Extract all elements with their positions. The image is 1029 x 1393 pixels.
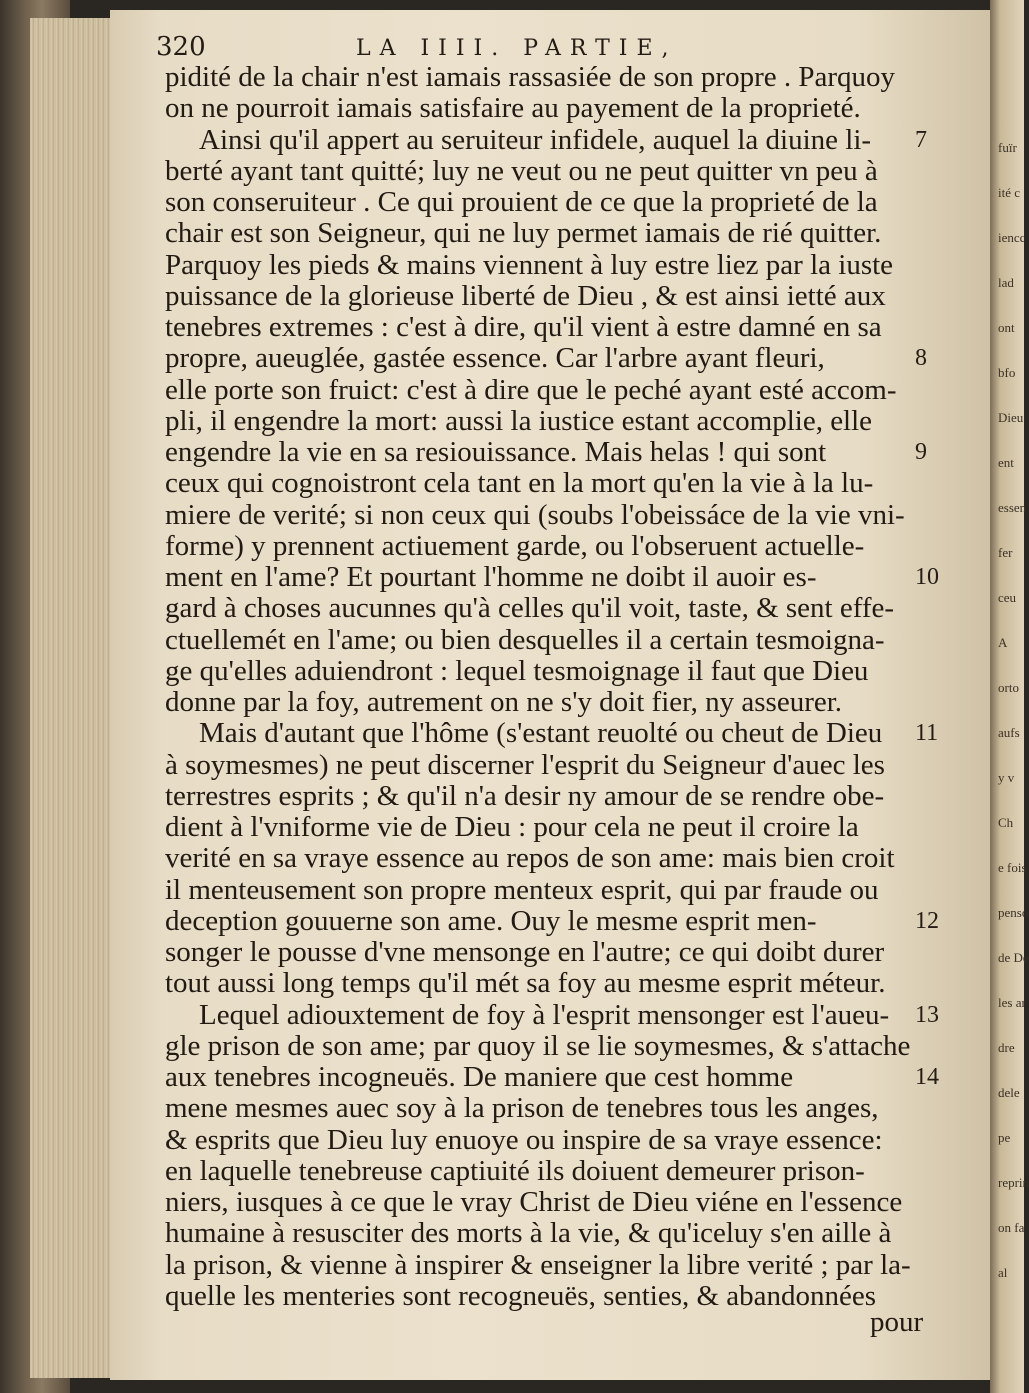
facing-page-fragment: aufs (998, 725, 1020, 740)
text-line: à soymesmes) ne peut discerner l'esprit du Seigneur d'auec les (165, 748, 885, 781)
verse-number: 8 (915, 345, 927, 372)
verse-number: 12 (915, 907, 939, 934)
text-line: son conseruiteur . Ce qui prouient de ce que la proprieté de la (165, 186, 878, 218)
text-line: ge qu'elles aduiendront : lequel tesmoignage il faut que Dieu (165, 654, 869, 687)
text-line: deception gouuerne son ame. Ouy le mesme esprit men- (165, 904, 817, 937)
verse-number: 13 (915, 1001, 939, 1028)
verse-number: 9 (915, 439, 927, 465)
text-line: quelle les menteries sont recogneuës, senties, & abandonnées (165, 1279, 877, 1312)
facing-page-fragment: on fa (998, 1220, 1025, 1235)
facing-page-fragment: e fois (998, 860, 1027, 875)
running-title: LA IIII. PARTIE, (356, 36, 678, 61)
text-line: terrestres esprits ; & qu'il n'a desir ny amour de se rendre obe- (165, 779, 885, 812)
facing-page-fragment: essen (998, 500, 1027, 515)
facing-page-fragment: de De (998, 950, 1029, 965)
facing-page-fragment: A (998, 635, 1008, 650)
facing-page-edge (990, 0, 1029, 1393)
text-line: mene mesmes auec soy à la prison de tenebres tous les anges, (165, 1092, 879, 1125)
facing-page-fragment: lad (998, 275, 1014, 290)
facing-page-fragment: al (998, 1265, 1008, 1280)
text-line: pidité de la chair n'est iamais rassasiée de son propre . Parquoy (165, 61, 895, 93)
text-line: elle porte son fruict: c'est à dire que le peché ayant esté accom- (165, 373, 897, 406)
verse-number: 11 (915, 720, 939, 747)
text-line: puissance de la glorieuse liberté de Dieu , & est ainsi ietté aux (165, 279, 886, 312)
catchword: pour (870, 1306, 924, 1338)
facing-page-fragment: orto (998, 680, 1019, 695)
text-line: dient à l'vniforme vie de Dieu : pour cela ne peut il croire la (165, 811, 859, 843)
facing-page-fragment: fer (998, 545, 1013, 560)
facing-page-fragment: penso (998, 905, 1029, 920)
text-line: la prison, & vienne à inspirer & enseigner la libre verité ; par la- (165, 1248, 911, 1281)
facing-page-fragment: y v (998, 770, 1015, 785)
facing-page-fragment: pe (998, 1130, 1011, 1145)
facing-page-fragment: Dieu (998, 410, 1024, 425)
facing-page-fragment: ceu (998, 590, 1017, 605)
facing-page-fragment: iencc (998, 230, 1026, 245)
verse-number: 10 (915, 564, 939, 590)
text-line: propre, aueuglée, gastée essence. Car l'arbre ayant fleuri, (165, 342, 825, 375)
text-line: gle prison de son ame; par quoy il se lie soymesmes, & s'attache (165, 1029, 911, 1062)
text-line: miere de verité; si non ceux qui (soubs l'obeissáce de la vie vni- (165, 498, 905, 531)
text-line: Parquoy les pieds & mains viennent à luy estre liez par la iuste (165, 248, 894, 281)
text-line: on ne pourroit iamais satisfaire au payement de la proprieté. (165, 92, 861, 125)
text-line: songer le pousse d'vne mensonge en l'autre; ce qui doibt durer (165, 936, 885, 968)
text-line: & esprits que Dieu luy enuoye ou inspire de sa vraye essence: (165, 1123, 883, 1156)
facing-page-fragment: dele (998, 1085, 1020, 1100)
facing-page-fragment: ité c (998, 185, 1021, 200)
facing-page-fragment: Ch (998, 815, 1014, 830)
text-line: Lequel adiouxtement de foy à l'esprit mensonger est l'aueu- (199, 998, 890, 1031)
facing-page-fragment: dre (998, 1040, 1015, 1055)
text-line: verité en sa vraye essence au repos de son ame: mais bien croit (165, 842, 895, 875)
verse-number: 7 (915, 126, 927, 153)
text-line: niers, iusques à ce que le vray Christ de Dieu viéne en l'essence (165, 1186, 903, 1218)
text-line: gard à choses aucunnes qu'à celles qu'il voit, taste, & sent effe- (165, 592, 895, 625)
text-line: Mais d'autant que l'hôme (s'estant reuolté ou cheut de Dieu (199, 717, 883, 750)
text-line: ceux qui cognoistront cela tant en la mort qu'en la vie à la lu- (165, 467, 874, 500)
facing-page-fragment: ont (998, 320, 1015, 335)
text-line: donne par la foy, autrement on ne s'y doit fier, ny asseurer. (165, 686, 843, 718)
page-stack (30, 18, 120, 1378)
verse-number: 14 (915, 1064, 939, 1090)
text-line: pli, il engendre la mort: aussi la iustice estant accomplie, elle (165, 404, 873, 437)
text-line: chair est son Seigneur, qui ne luy permet iamais de rié quitter. (165, 217, 882, 250)
text-line: forme) y prennent actiuement garde, ou l'obseruent actuelle- (165, 529, 865, 562)
text-line: Ainsi qu'il appert au seruiteur infidele, auquel la diuine li- (199, 123, 872, 156)
text-line: aux tenebres incogneuës. De maniere que cest homme (165, 1061, 794, 1093)
facing-page-fragment: bfo (998, 365, 1016, 380)
facing-page-fragment: reprin (998, 1175, 1029, 1190)
text-line: en laquelle tenebreuse captiuité ils doiuent demeurer prison- (165, 1154, 865, 1187)
text-line: berté ayant tant quitté; luy ne veut ou ne peut quitter vn peu à (165, 154, 878, 187)
facing-page-fragment: fuïr (998, 140, 1017, 155)
body-text (165, 62, 925, 1312)
text-line: engendre la vie en sa resiouissance. Mais helas ! qui sont (165, 436, 827, 468)
text-line: il menteusement son propre menteux esprit, qui par fraude ou (165, 873, 879, 906)
text-line: tenebres extremes : c'est à dire, qu'il vient à estre damné en sa (165, 311, 882, 343)
text-line: ment en l'ame? Et pourtant l'homme ne doibt il auoir es- (165, 561, 817, 593)
text-line: tout aussi long temps qu'il mét sa foy au mesme esprit méteur. (165, 967, 886, 1000)
page-number: 320 (156, 32, 206, 62)
text-line: ctuellemét en l'ame; ou bien desquelles il a certain tesmoigna- (165, 623, 885, 656)
facing-page-fragment: ent (998, 455, 1014, 470)
facing-page-fragment: les ar (998, 995, 1026, 1010)
text-line: humaine à resusciter des morts à la vie, & qu'iceluy s'en aille à (165, 1217, 892, 1250)
